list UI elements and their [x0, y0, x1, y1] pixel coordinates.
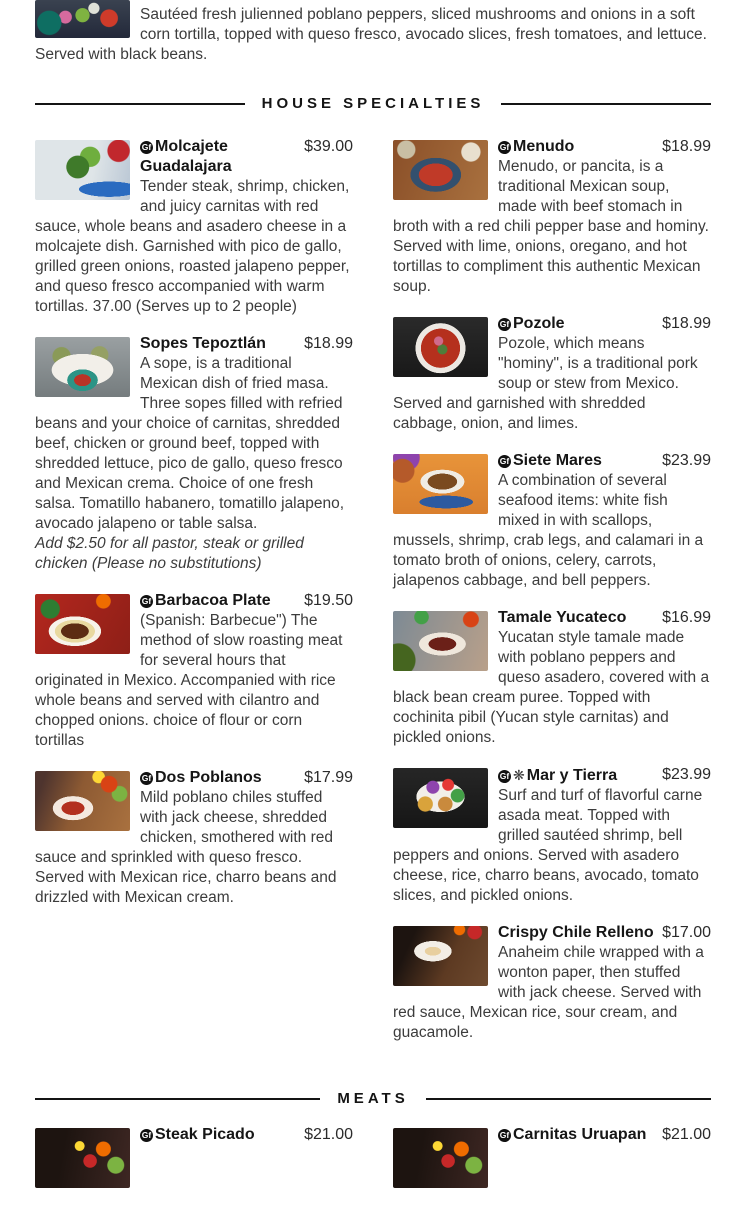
item-price: $19.50: [304, 592, 353, 609]
dish-photo[interactable]: [393, 317, 488, 377]
dish-photo[interactable]: [393, 611, 488, 671]
dish-photo[interactable]: [393, 1128, 488, 1188]
item-description: Pozole, which means "hominy", is a traditional pork soup or stew from Mexico. Served and garnished with shredded cabbage, onion, and limes.: [393, 335, 698, 432]
item-description: Sautéed fresh julienned poblano peppers, sliced mushrooms and onions in a soft corn tortilla, topped with queso fresco, avocado slices, fresh tomatoes, and lettuce. Served with black beans.: [35, 6, 707, 63]
item-name: Pozole: [513, 315, 565, 332]
gluten-free-icon: Gf: [141, 773, 152, 783]
dish-photo[interactable]: [35, 594, 130, 654]
dish-photo[interactable]: [393, 140, 488, 200]
menu-column-left: [35, 137, 353, 925]
item-name: Steak Picado: [155, 1126, 255, 1143]
section-header-house-specialties: [35, 95, 711, 112]
section-title: HOUSE SPECIALTIES: [261, 95, 485, 112]
item-name: Tamale Yucateco: [498, 609, 627, 626]
item-price: $39.00: [304, 138, 353, 155]
menu-column-right: [393, 1125, 711, 1212]
item-price: $18.99: [304, 335, 353, 352]
menu-item-siete-mares: [393, 451, 711, 591]
item-name: Barbacoa Plate: [155, 592, 271, 609]
menu-item-partial-top: [35, 5, 711, 65]
gluten-free-icon: Gf: [499, 771, 510, 781]
item-description: Yucatan style tamale made with poblano peppers and queso asadero, covered with a black bean cream puree. Topped with cochinita pibil (Yucan style carnitas) and pickled onions.: [393, 629, 710, 746]
dish-photo[interactable]: [393, 454, 488, 514]
item-price: $23.99: [662, 452, 711, 469]
dish-photo[interactable]: [393, 768, 488, 828]
item-name: Crispy Chile Relleno: [498, 924, 654, 941]
menu-columns-meats: [35, 1125, 711, 1212]
item-name: Molcajete Guadalajara: [140, 138, 232, 175]
dish-photo[interactable]: [35, 771, 130, 831]
snowflake-icon: ❋: [513, 767, 525, 783]
menu-item-barbacoa-plate: [35, 591, 353, 751]
item-description: Menudo, or pancita, is a traditional Mexican soup, made with beef stomach in broth with a red chili pepper base and hominy. Served with lime, onions, oregano, and hot tortillas to compliment this authentic Mexican soup.: [393, 158, 709, 295]
menu-item-molcajete-guadalajara: [35, 137, 353, 317]
section-title: MEATS: [337, 1090, 409, 1107]
item-description: Mild poblano chiles stuffed with jack cheese, shredded chicken, smothered with red sauce and sprinkled with queso fresco. Served with Mexican rice, charro beans and drizzled with Mexican cream.: [35, 789, 337, 906]
item-price: $17.00: [662, 924, 711, 941]
item-price: $21.00: [662, 1126, 711, 1143]
dish-photo[interactable]: [35, 337, 130, 397]
item-note: Add $2.50 for all pastor, steak or grilled chicken (Please no substitutions): [35, 535, 304, 572]
item-name: Dos Poblanos: [155, 769, 262, 786]
gluten-free-icon: Gf: [499, 319, 510, 329]
menu-item-dos-poblanos: [35, 768, 353, 908]
divider-line: [426, 1098, 711, 1100]
gluten-free-icon: Gf: [141, 142, 152, 152]
item-price: $16.99: [662, 609, 711, 626]
item-price: $17.99: [304, 769, 353, 786]
section-header-meats: [35, 1090, 711, 1107]
menu-column-right: [393, 137, 711, 1060]
item-price: $18.99: [662, 315, 711, 332]
dish-photo[interactable]: [35, 140, 130, 200]
item-description: A combination of several seafood items: white fish mixed in with scallops, mussels, shrimp, crab legs, and calamari in a tomato broth of onions, celery, carrots, jalapenos cabbage, and bell peppers.: [393, 472, 704, 589]
gluten-free-icon: Gf: [499, 1130, 510, 1140]
item-description: (Spanish: Barbecue") The method of slow roasting meat for several hours that originated in Mexico. Accompanied with rice whole beans and served with cilantro and chopped onions. choice of flour or corn tortillas: [35, 612, 343, 749]
item-description: Tender steak, shrimp, chicken, and juicy carnitas with red sauce, whole beans and asadero cheese in a molcajete dish. Garnished with pico de gallo, grilled green onions, roasted jalapeno pepper, and queso fresco accompanied with warm tortillas. 37.00 (Serves up to 2 people): [35, 178, 350, 315]
menu-columns: [35, 137, 711, 1060]
dish-photo[interactable]: [35, 1128, 130, 1188]
gluten-free-icon: Gf: [499, 456, 510, 466]
menu-item-carnitas-uruapan: [393, 1125, 711, 1195]
menu-item-crispy-chile-relleno: [393, 923, 711, 1043]
menu-item-pozole: [393, 314, 711, 434]
item-description: A sope, is a traditional Mexican dish of fried masa. Three sopes filled with refried beans and your choice of carnitas, shredded beef, chicken or ground beef, topped with shredded lettuce, pico de gallo, queso fresco and Mexican crema. Choice of one fresh salsa. Tomatillo habanero, tomatillo jalapeno, avocado jalapeno or table salsa.: [35, 355, 345, 532]
item-description: Anaheim chile wrapped with a wonton paper, then stuffed with jack cheese. Served with red sauce, Mexican rice, sour cream, and guacamole.: [393, 944, 704, 1041]
item-description: Surf and turf of flavorful carne asada meat. Topped with grilled sautéed shrimp, bell peppers and onions. Served with asadero cheese, rice, charro beans, avocado, tomato slices, and pickled onions.: [393, 787, 703, 904]
item-price: $21.00: [304, 1126, 353, 1143]
menu-item-mar-y-tierra: [393, 765, 711, 906]
item-price: $23.99: [662, 766, 711, 783]
item-name: Carnitas Uruapan: [513, 1126, 647, 1143]
divider-line: [35, 1098, 320, 1100]
item-name: Siete Mares: [513, 452, 602, 469]
divider-line: [35, 103, 245, 105]
gluten-free-icon: Gf: [141, 1130, 152, 1140]
menu-item-steak-picado: [35, 1125, 353, 1195]
menu-column-left: [35, 1125, 353, 1212]
gluten-free-icon: Gf: [499, 142, 510, 152]
menu-item-sopes-tepoztlan: [35, 334, 353, 574]
dish-photo[interactable]: [35, 0, 130, 38]
item-name: Menudo: [513, 138, 575, 155]
item-name: Sopes Tepoztlán: [140, 335, 266, 352]
menu-item-tamale-yucateco: [393, 608, 711, 748]
gluten-free-icon: Gf: [141, 596, 152, 606]
dish-photo[interactable]: [393, 926, 488, 986]
item-price: $18.99: [662, 138, 711, 155]
item-name: Mar y Tierra: [526, 767, 618, 784]
divider-line: [501, 103, 711, 105]
menu-item-menudo: [393, 137, 711, 297]
